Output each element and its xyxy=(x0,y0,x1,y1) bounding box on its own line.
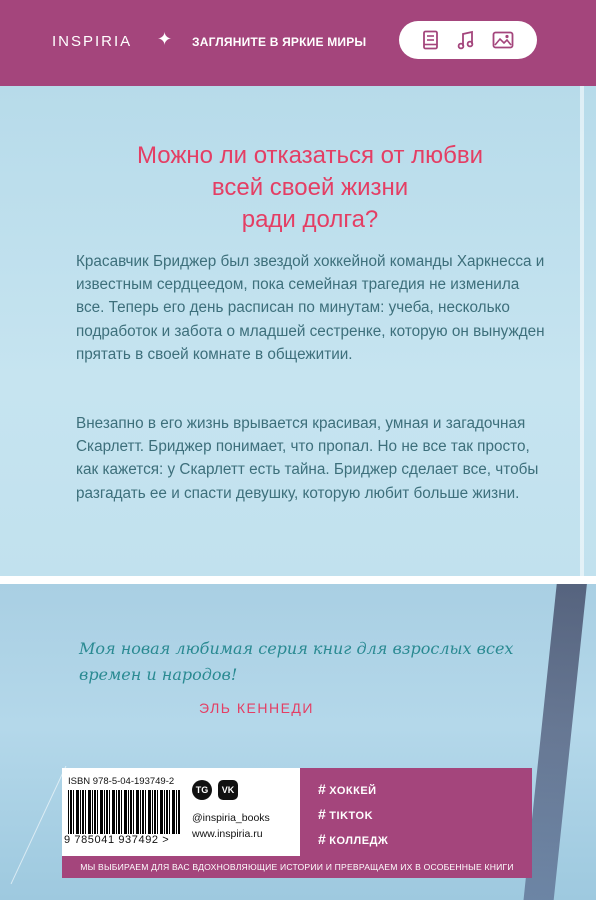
review-author: ЭЛЬ КЕННЕДИ xyxy=(199,700,314,716)
barcode-digits: 9 785041 937492 > xyxy=(64,834,188,846)
music-note-icon xyxy=(457,30,475,50)
social-handle[interactable]: @inspiria_books xyxy=(192,812,270,824)
section-divider xyxy=(0,576,596,584)
hashtag-label: КОЛЛЕДЖ xyxy=(329,835,389,847)
headline-question xyxy=(0,140,596,236)
ebook-icon xyxy=(422,30,440,50)
hash-symbol: # xyxy=(318,781,327,797)
hashtag-item xyxy=(318,778,532,803)
isbn-number: ISBN 978-5-04-193749-2 xyxy=(68,776,175,787)
media-icons-pill xyxy=(399,21,537,59)
hashtag-box xyxy=(300,768,532,856)
hash-symbol: # xyxy=(318,806,327,822)
website-link[interactable]: www.inspiria.ru xyxy=(192,828,263,840)
hashtag-item xyxy=(318,828,532,853)
publisher-info-box xyxy=(62,768,300,856)
sparkle-icon: ✦ xyxy=(157,29,173,49)
blurb-paragraph-1: Красавчик Бриджер был звездой хоккейной команды Харкнесса и известным сердцеедом, пока семейная трагедия не изменила все. Теперь его день расписан по минутам: учеба, несколько подработок и забота о младшей сестренке, которую он вынужден прятать в своей комнате в общежитии. xyxy=(76,253,545,363)
top-banner xyxy=(0,0,596,86)
headline-line: всей своей жизни xyxy=(211,174,409,201)
vk-icon[interactable]: VK xyxy=(218,780,238,800)
brand-logo-text: INSPIRIA xyxy=(52,33,133,50)
headline-line: ради долга? xyxy=(241,206,379,233)
blurb-paragraph-2: Внезапно в его жизнь врывается красивая, умная и загадочная Скарлетт. Бриджер понимает, что пропал. Но не все так просто, как кажется: у Скарлетт есть тайна. Бриджер сделает все, чтобы разгадать ее и спасти девушку, которую любит больше жизни. xyxy=(76,415,539,502)
hashtag-item xyxy=(318,803,532,828)
hashtag-label: TIKTOK xyxy=(329,810,374,822)
hockey-stick-shadow xyxy=(522,584,587,900)
slogan-strip xyxy=(62,856,532,878)
telegram-icon[interactable]: TG xyxy=(192,780,212,800)
image-icon xyxy=(492,31,514,49)
headline-line: Можно ли отказаться от любви xyxy=(136,142,484,169)
hashtag-label: ХОККЕЙ xyxy=(329,785,377,797)
hash-symbol: # xyxy=(318,831,327,847)
review-quote: Моя новая любимая серия книг для взрослых всех времен и народов! xyxy=(79,639,514,684)
tagline: ЗАГЛЯНИТЕ В ЯРКИЕ МИРЫ xyxy=(192,35,367,49)
publisher-slogan: МЫ ВЫБИРАЕМ ДЛЯ ВАС ВДОХНОВЛЯЮЩИЕ ИСТОРИИ И ПРЕВРАЩАЕМ ИХ В ОСОБЕННЫЕ КНИГИ xyxy=(80,862,514,872)
